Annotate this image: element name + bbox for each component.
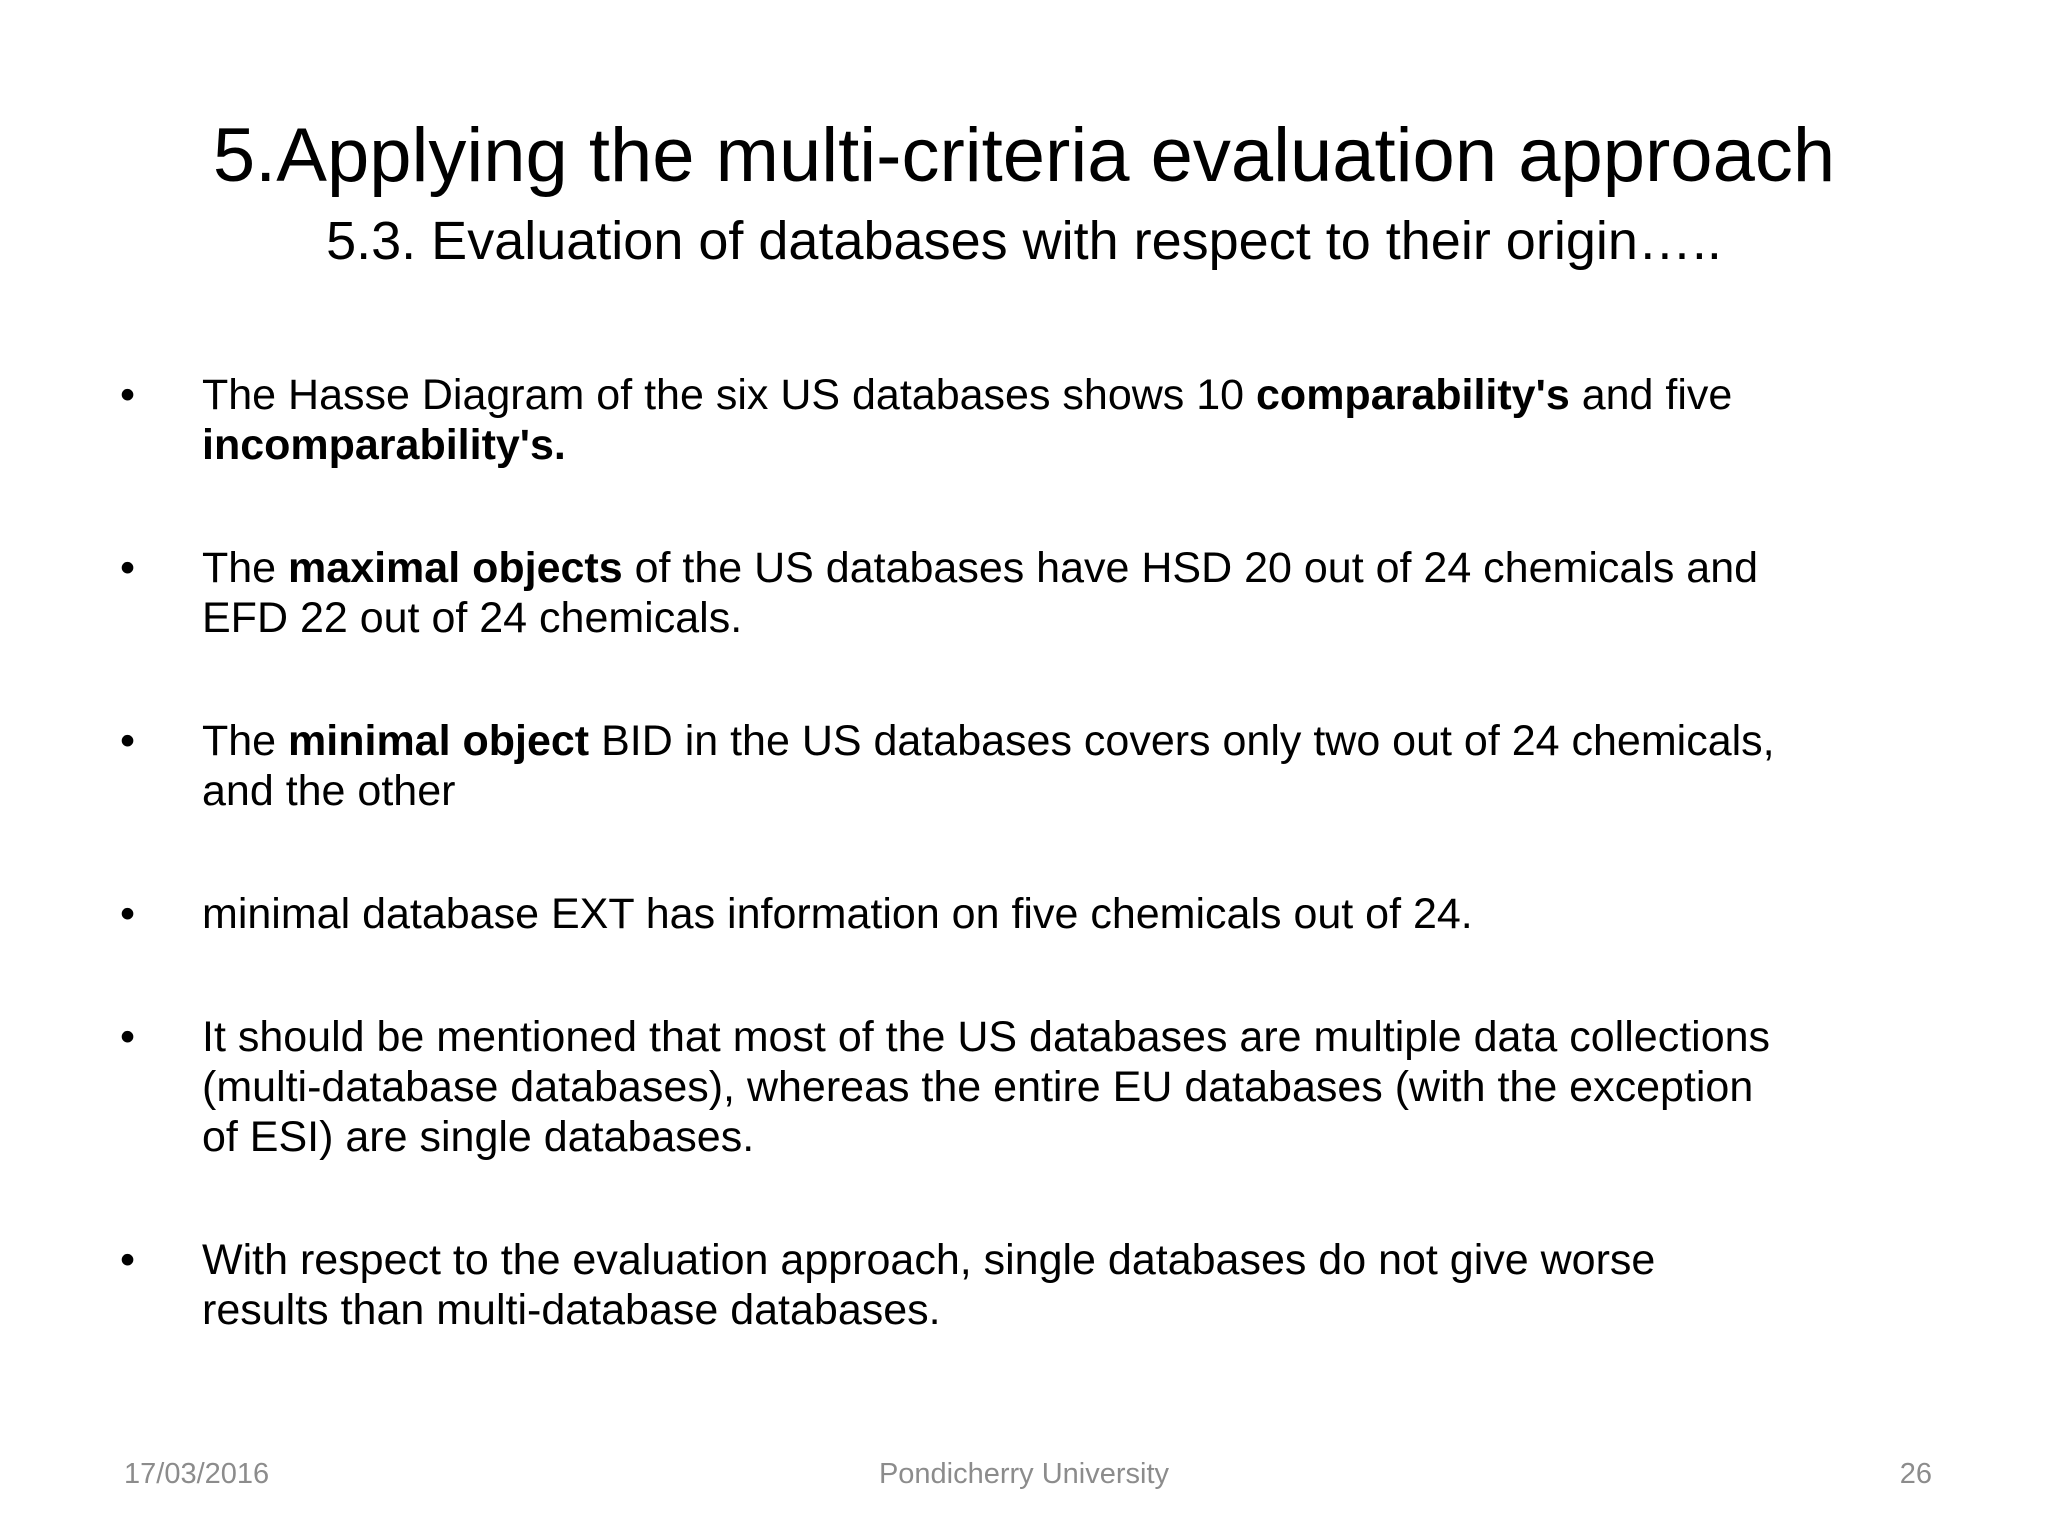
- text-run: and five: [1569, 371, 1733, 419]
- footer-organization: Pondicherry University: [878, 1458, 1170, 1490]
- bullet-line: of ESI) are single databases.: [202, 1113, 755, 1161]
- bullet-text: [202, 1012, 1982, 1162]
- bullet-icon: •: [120, 544, 136, 592]
- bullet-line: [202, 543, 1982, 593]
- slide-subtitle: 5.3. Evaluation of databases with respect to their origin…..: [326, 211, 1722, 271]
- bullet-icon: •: [120, 890, 136, 938]
- bullet-line: It should be mentioned that most of the US databases are multiple data collections: [202, 1013, 1771, 1061]
- bold-term: comparability's: [1256, 371, 1570, 419]
- bullet-line: With respect to the evaluation approach, single databases do not give worse: [202, 1236, 1656, 1284]
- bold-term: maximal objects: [288, 544, 623, 592]
- text-run: BID in the US databases covers only two out of 24 chemicals,: [589, 717, 1775, 765]
- text-run: of the US databases have HSD 20 out of 24 chemicals and: [622, 544, 1759, 592]
- bullet-text: [202, 370, 1982, 470]
- bold-term: incomparability's.: [202, 421, 566, 469]
- bullet-line: results than multi-database databases.: [202, 1286, 941, 1334]
- bullet-icon: •: [120, 371, 136, 419]
- text-run: The: [202, 544, 289, 592]
- bullet-text: [202, 543, 1982, 643]
- footer-page-number: 26: [1899, 1458, 1932, 1490]
- bullet-line: minimal database EXT has information on five chemicals out of 24.: [202, 890, 1473, 938]
- bullet-icon: •: [120, 717, 136, 765]
- bullet-icon: •: [120, 1013, 136, 1061]
- bullet-line: (multi-database databases), whereas the entire EU databases (with the exception: [202, 1063, 1754, 1111]
- slide-title: 5.Applying the multi-criteria evaluation approach: [212, 113, 1836, 198]
- bullet-line: [202, 420, 1982, 470]
- bullet-icon: •: [120, 1236, 136, 1284]
- text-run: The: [202, 717, 289, 765]
- footer-date: 17/03/2016: [124, 1458, 270, 1490]
- bullet-line: [202, 716, 1982, 766]
- bold-term: minimal object: [288, 717, 590, 765]
- bullet-line: EFD 22 out of 24 chemicals.: [202, 594, 743, 642]
- bullet-text: [202, 889, 1982, 939]
- bullet-text: [202, 1235, 1982, 1335]
- bullet-line: and the other: [202, 767, 456, 815]
- bullet-text: [202, 716, 1982, 816]
- text-run: The Hasse Diagram of the six US databases shows 10: [202, 371, 1257, 419]
- bullet-line: [202, 370, 1982, 420]
